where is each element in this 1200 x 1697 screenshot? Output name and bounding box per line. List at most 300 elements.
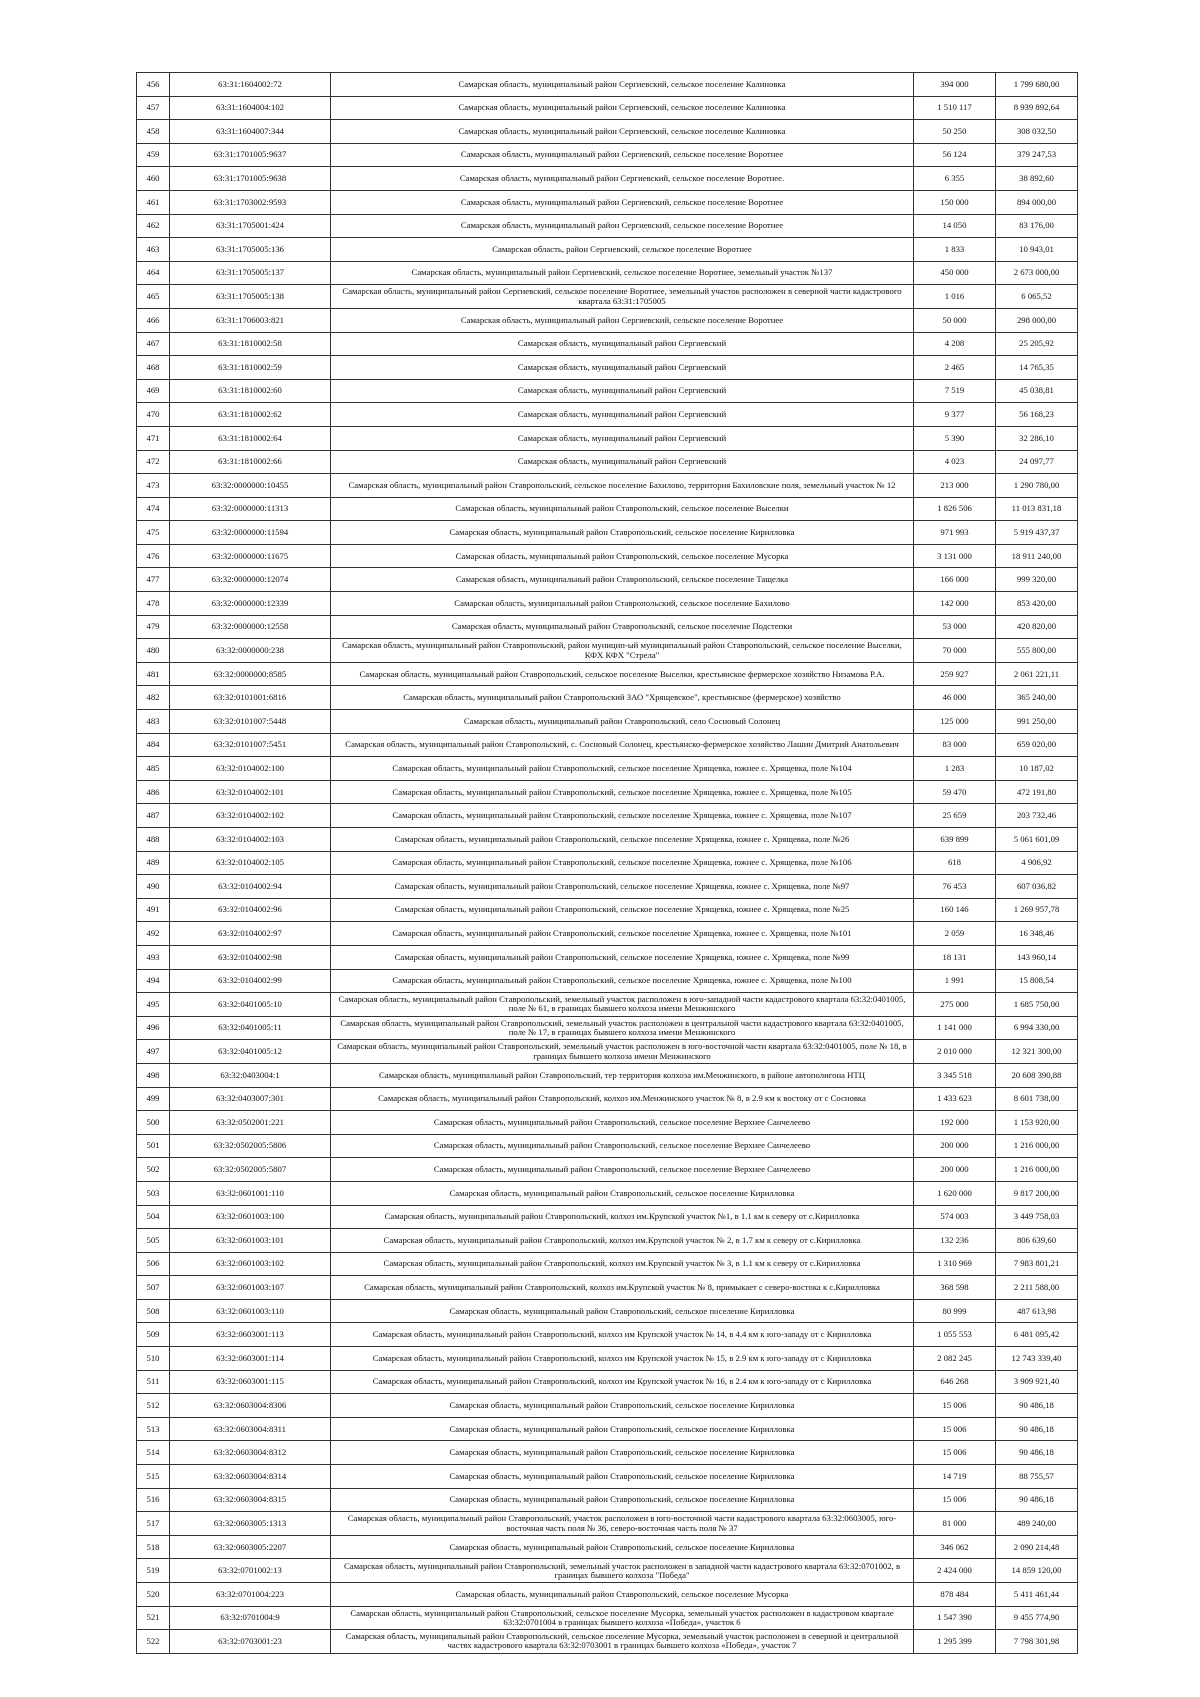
cadastral-value-cell: 11 013 831,18 [996,497,1078,521]
table-row [137,1606,1078,1630]
address-cell: Самарская область, муниципальный район Ставропольский, колхоз им.Крупской участок № 8, примыкает с северо-востока к с.Кирилловка [331,1276,914,1300]
cadastral-value-cell: 555 800,00 [996,639,1078,663]
cadastral-number-cell: 63:32:0104002:102 [170,804,331,828]
row-number-cell: 490 [137,875,170,899]
cadastral-value-cell: 9 455 774,90 [996,1606,1078,1630]
cadastral-value-cell: 10 187,02 [996,757,1078,781]
address-cell: Самарская область, район Сергиевский, сельское поселение Воротнее [331,238,914,262]
address-cell: Самарская область, муниципальный район Ставропольский, участок расположен в юго-восточной части кадастрового квартала 63:32:0603005, юго-восточная часть поля № 36, северо-восточная часть поля № 37 [331,1512,914,1536]
area-cell: 14 050 [914,214,996,238]
area-cell: 450 000 [914,261,996,285]
row-number-cell: 482 [137,686,170,710]
row-number-cell: 501 [137,1134,170,1158]
area-cell: 9 377 [914,403,996,427]
row-number-cell: 521 [137,1606,170,1630]
cadastral-number-cell: 63:32:0000000:12339 [170,592,331,616]
area-cell: 275 000 [914,993,996,1017]
area-cell: 160 146 [914,898,996,922]
cadastral-number-cell: 63:32:0000000:12074 [170,568,331,592]
cadastral-number-cell: 63:31:1604004:102 [170,96,331,120]
cadastral-number-cell: 63:32:0403004:1 [170,1063,331,1087]
address-cell: Самарская область, муниципальный район Ставропольский, сельское поселение Выселки [331,497,914,521]
row-number-cell: 465 [137,285,170,309]
cadastral-number-cell: 63:32:0603005:1313 [170,1512,331,1536]
cadastral-value-cell: 32 286,10 [996,426,1078,450]
cadastral-value-cell: 90 486,18 [996,1441,1078,1465]
row-number-cell: 466 [137,308,170,332]
cadastral-number-cell: 63:31:1604007:344 [170,120,331,144]
cadastral-value-cell: 806 639,60 [996,1229,1078,1253]
cadastral-value-cell: 3 909 921,40 [996,1370,1078,1394]
cadastral-value-cell: 45 038,81 [996,379,1078,403]
table-row [137,780,1078,804]
address-cell: Самарская область, муниципальный район Сергиевский [331,379,914,403]
cadastral-value-cell: 1 799 680,00 [996,73,1078,97]
table-row [137,1276,1078,1300]
cadastral-number-cell: 63:32:0000000:11675 [170,544,331,568]
row-number-cell: 514 [137,1441,170,1465]
cadastral-number-cell: 63:32:0104002:97 [170,922,331,946]
area-cell: 56 124 [914,143,996,167]
area-cell: 213 000 [914,474,996,498]
address-cell: Самарская область, муниципальный район Ставропольский, сельское поселение Хрящевка, южнее с. Хрящевка, поле №25 [331,898,914,922]
cadastral-number-cell: 63:32:0000000:11594 [170,521,331,545]
area-cell: 192 000 [914,1111,996,1135]
table-row [137,1583,1078,1607]
area-cell: 346 062 [914,1535,996,1559]
area-cell: 83 000 [914,733,996,757]
cadastral-number-cell: 63:31:1810002:66 [170,450,331,474]
row-number-cell: 504 [137,1205,170,1229]
area-cell: 18 131 [914,945,996,969]
address-cell: Самарская область, муниципальный район Сергиевский, сельское поселение Воротнее, земельный участок №137 [331,261,914,285]
row-number-cell: 471 [137,426,170,450]
cadastral-number-cell: 63:32:0603004:8314 [170,1465,331,1489]
cadastral-number-cell: 63:32:0000000:10455 [170,474,331,498]
address-cell: Самарская область, муниципальный район Ставропольский, сельское поселение Хрящевка, южнее с. Хрящевка, поле №100 [331,969,914,993]
cadastral-number-cell: 63:32:0603004:8311 [170,1417,331,1441]
table-row [137,1370,1078,1394]
cadastral-number-cell: 63:32:0104002:105 [170,851,331,875]
table-row [137,1488,1078,1512]
row-number-cell: 486 [137,780,170,804]
cadastral-number-cell: 63:32:0104002:96 [170,898,331,922]
row-number-cell: 488 [137,828,170,852]
cadastral-number-cell: 63:32:0601003:102 [170,1252,331,1276]
area-cell: 1 283 [914,757,996,781]
cadastral-value-cell: 15 808,54 [996,969,1078,993]
address-cell: Самарская область, муниципальный район Ставропольский, сельское поселение Хрящевка, южнее с. Хрящевка, поле №26 [331,828,914,852]
address-cell: Самарская область, муниципальный район Ставропольский, сельское поселение Хрящевка, южнее с. Хрящевка, поле №106 [331,851,914,875]
address-cell: Самарская область, муниципальный район Ставропольский, сельское поселение Кирилловка [331,1488,914,1512]
area-cell: 142 000 [914,592,996,616]
address-cell: Самарская область, муниципальный район Ставропольский, сельское поселение Выселки, крестьянское фермерское хозяйство Низамова Р.А. [331,662,914,686]
address-cell: Самарская область, муниципальный район Ставропольский, с. Сосновый Солонец, крестьянско-фермерское хозяйство Лашин Дмитрий Анатольевич [331,733,914,757]
cadastral-value-cell: 2 673 000,00 [996,261,1078,285]
area-cell: 639 899 [914,828,996,852]
cadastral-number-cell: 63:32:0000000:8585 [170,662,331,686]
cadastral-number-cell: 63:31:1706003:821 [170,308,331,332]
table-row [137,497,1078,521]
row-number-cell: 478 [137,592,170,616]
cadastral-value-cell: 999 320,00 [996,568,1078,592]
row-number-cell: 510 [137,1347,170,1371]
cadastral-value-cell: 88 755,57 [996,1465,1078,1489]
address-cell: Самарская область, муниципальный район Сергиевский [331,403,914,427]
row-number-cell: 464 [137,261,170,285]
row-number-cell: 500 [137,1111,170,1135]
cadastral-value-cell: 90 486,18 [996,1417,1078,1441]
row-number-cell: 519 [137,1559,170,1583]
address-cell: Самарская область, муниципальный район Сергиевский [331,450,914,474]
address-cell: Самарская область, муниципальный район Сергиевский, сельское поселение Воротнее [331,143,914,167]
cadastral-value-cell: 7 983 801,21 [996,1252,1078,1276]
address-cell: Самарская область, муниципальный район Ставропольский, сельское поселение Верхнее Санчелеево [331,1134,914,1158]
table-row [137,261,1078,285]
cadastral-value-cell: 1 685 750,00 [996,993,1078,1017]
area-cell: 15 006 [914,1441,996,1465]
address-cell: Самарская область, муниципальный район Сергиевский, сельское поселение Калиновка [331,73,914,97]
area-cell: 1 310 969 [914,1252,996,1276]
cadastral-value-cell: 5 411 461,44 [996,1583,1078,1607]
table-row [137,1512,1078,1536]
address-cell: Самарская область, муниципальный район Сергиевский, сельское поселение Воротнее [331,214,914,238]
area-cell: 1 141 000 [914,1016,996,1040]
table-row [137,757,1078,781]
address-cell: Самарская область, муниципальный район Ставропольский, сельское поселение Кирилловка [331,1299,914,1323]
row-number-cell: 485 [137,757,170,781]
area-cell: 4 023 [914,450,996,474]
land-plots-table [136,72,1078,1654]
cadastral-number-cell: 63:32:0502005:5807 [170,1158,331,1182]
cadastral-number-cell: 63:31:1703002:9593 [170,190,331,214]
table-row [137,1158,1078,1182]
cadastral-number-cell: 63:31:1810002:64 [170,426,331,450]
address-cell: Самарская область, муниципальный район Ставропольский, сельское поселение Верхнее Санчелеево [331,1111,914,1135]
table-row [137,1394,1078,1418]
cadastral-number-cell: 63:32:0601001:110 [170,1181,331,1205]
row-number-cell: 493 [137,945,170,969]
cadastral-number-cell: 63:32:0401005:11 [170,1016,331,1040]
cadastral-value-cell: 489 240,00 [996,1512,1078,1536]
table-row [137,214,1078,238]
table-row [137,922,1078,946]
cadastral-value-cell: 659 020,00 [996,733,1078,757]
cadastral-number-cell: 63:31:1705005:136 [170,238,331,262]
address-cell: Самарская область, муниципальный район Ставропольский, сельское поселение Мусорка [331,544,914,568]
table-row [137,1299,1078,1323]
table-row [137,1465,1078,1489]
address-cell: Самарская область, муниципальный район Ставропольский, сельское поселение Кирилловка [331,1394,914,1418]
area-cell: 2 465 [914,356,996,380]
row-number-cell: 508 [137,1299,170,1323]
table-row [137,238,1078,262]
cadastral-value-cell: 56 168,23 [996,403,1078,427]
table-row [137,1205,1078,1229]
table-row [137,710,1078,734]
cadastral-number-cell: 63:32:0601003:110 [170,1299,331,1323]
address-cell: Самарская область, муниципальный район Ставропольский, колхоз им.Крупской участок №1, в 1.1 км к северу от с.Кирилловка [331,1205,914,1229]
address-cell: Самарская область, муниципальный район Ставропольский, район муницип-ый муниципальный район Ставропольский, сельское поселение Выселки, КФХ КФХ "Стрела" [331,639,914,663]
cadastral-number-cell: 63:32:0603005:2207 [170,1535,331,1559]
table-row [137,356,1078,380]
cadastral-number-cell: 63:32:0104002:101 [170,780,331,804]
area-cell: 6 355 [914,167,996,191]
address-cell: Самарская область, муниципальный район Ставропольский, земельный участок расположен в центральной части кадастрового квартала 63:32:0401005, поле № 17, в границах бывшего колхоза имени Менжинского [331,1016,914,1040]
row-number-cell: 489 [137,851,170,875]
address-cell: Самарская область, муниципальный район Ставропольский, сельское поселение Верхнее Санчелеево [331,1158,914,1182]
address-cell: Самарская область, муниципальный район Ставропольский, сельское поселение Хрящевка, южнее с. Хрящевка, поле №97 [331,875,914,899]
table-row [137,332,1078,356]
area-cell: 1 547 390 [914,1606,996,1630]
address-cell: Самарская область, муниципальный район Ставропольский, сельское поселение Хрящевка, южнее с. Хрящевка, поле №99 [331,945,914,969]
table-row [137,1134,1078,1158]
cadastral-number-cell: 63:31:1701005:9637 [170,143,331,167]
row-number-cell: 480 [137,639,170,663]
row-number-cell: 479 [137,615,170,639]
cadastral-value-cell: 2 061 221,11 [996,662,1078,686]
table-row [137,662,1078,686]
address-cell: Самарская область, муниципальный район Ставропольский, сельское поселение Кирилловка [331,1465,914,1489]
cadastral-value-cell: 6 994 330,00 [996,1016,1078,1040]
cadastral-value-cell: 90 486,18 [996,1394,1078,1418]
cadastral-value-cell: 203 732,46 [996,804,1078,828]
cadastral-value-cell: 38 892,60 [996,167,1078,191]
address-cell: Самарская область, муниципальный район Ставропольский, сельское поселение Мусорка, земельный участок расположен в северной и центральной частях кадастрового квартала 63:32:0703001 в границах бывшего колхоза «Победа», участок 7 [331,1630,914,1654]
address-cell: Самарская область, муниципальный район Сергиевский, сельское поселение Калиновка [331,120,914,144]
area-cell: 53 000 [914,615,996,639]
table-row [137,1441,1078,1465]
table-row [137,1323,1078,1347]
area-cell: 132 236 [914,1229,996,1253]
cadastral-number-cell: 63:32:0603004:8315 [170,1488,331,1512]
row-number-cell: 502 [137,1158,170,1182]
address-cell: Самарская область, муниципальный район Ставропольский, сельское поселение Мусорка, земельный участок расположен в кадастровом квартале 63:32:0701004 в границах бывшего колхоза «Победа», участок 6 [331,1606,914,1630]
address-cell: Самарская область, муниципальный район Сергиевский, сельское поселение Воротнее. [331,167,914,191]
address-cell: Самарская область, муниципальный район Ставропольский, колхоз им Крупской участок № 15, в 2.9 км к юго-западу от с Кирилловка [331,1347,914,1371]
cadastral-value-cell: 1 216 000,00 [996,1134,1078,1158]
address-cell: Самарская область, муниципальный район Ставропольский, колхоз им.Крупской участок № 2, в 1.7 км к северу от с.Кирилловка [331,1229,914,1253]
address-cell: Самарская область, муниципальный район Ставропольский, сельское поселение Подстепки [331,615,914,639]
cadastral-value-cell: 853 420,00 [996,592,1078,616]
cadastral-value-cell: 9 817 200,00 [996,1181,1078,1205]
address-cell: Самарская область, муниципальный район Ставропольский, сельское поселение Кирилловка [331,1535,914,1559]
row-number-cell: 512 [137,1394,170,1418]
cadastral-value-cell: 83 176,00 [996,214,1078,238]
cadastral-number-cell: 63:32:0401005:12 [170,1040,331,1064]
cadastral-value-cell: 6 481 095,42 [996,1323,1078,1347]
table-row [137,73,1078,97]
table-row [137,285,1078,309]
cadastral-value-cell: 308 032,50 [996,120,1078,144]
area-cell: 878 484 [914,1583,996,1607]
cadastral-value-cell: 5 919 437,37 [996,521,1078,545]
area-cell: 15 006 [914,1488,996,1512]
cadastral-number-cell: 63:32:0601003:100 [170,1205,331,1229]
address-cell: Самарская область, муниципальный район Ставропольский, колхоз им Крупской участок № 14, в 4.4 км к юго-западу от с Кирилловка [331,1323,914,1347]
cadastral-number-cell: 63:32:0101007:5451 [170,733,331,757]
address-cell: Самарская область, муниципальный район Сергиевский [331,332,914,356]
cadastral-value-cell: 20 608 390,88 [996,1063,1078,1087]
table-row [137,875,1078,899]
table-row [137,1535,1078,1559]
address-cell: Самарская область, муниципальный район Ставропольский, сельское поселение Мусорка [331,1583,914,1607]
area-cell: 15 006 [914,1394,996,1418]
area-cell: 125 000 [914,710,996,734]
table-row [137,993,1078,1017]
cadastral-number-cell: 63:31:1705005:137 [170,261,331,285]
table-body [137,73,1078,1654]
area-cell: 259 927 [914,662,996,686]
row-number-cell: 470 [137,403,170,427]
cadastral-value-cell: 14 765,35 [996,356,1078,380]
row-number-cell: 515 [137,1465,170,1489]
cadastral-value-cell: 6 065,52 [996,285,1078,309]
cadastral-number-cell: 63:32:0603004:8312 [170,1441,331,1465]
area-cell: 2 059 [914,922,996,946]
cadastral-value-cell: 12 743 339,40 [996,1347,1078,1371]
address-cell: Самарская область, муниципальный район Ставропольский, сельское поселение Бахилово, территория Бахиловские поля, земельный участок № 12 [331,474,914,498]
cadastral-value-cell: 1 269 957,78 [996,898,1078,922]
area-cell: 4 208 [914,332,996,356]
table-row [137,1229,1078,1253]
area-cell: 618 [914,851,996,875]
row-number-cell: 473 [137,474,170,498]
row-number-cell: 461 [137,190,170,214]
area-cell: 1 433 623 [914,1087,996,1111]
table-row [137,521,1078,545]
table-row [137,426,1078,450]
address-cell: Самарская область, муниципальный район Сергиевский, сельское поселение Калиновка [331,96,914,120]
cadastral-number-cell: 63:32:0401005:10 [170,993,331,1017]
address-cell: Самарская область, муниципальный район Ставропольский, земельный участок расположен в юго-восточной части квартала 63:32:0401005, поле № 18, в границах бывшего колхоза имени Менжинского [331,1040,914,1064]
cadastral-number-cell: 63:31:1701005:9638 [170,167,331,191]
table-row [137,1347,1078,1371]
cadastral-value-cell: 991 250,00 [996,710,1078,734]
cadastral-number-cell: 63:32:0101001:6816 [170,686,331,710]
cadastral-number-cell: 63:32:0104002:94 [170,875,331,899]
cadastral-number-cell: 63:32:0502001:221 [170,1111,331,1135]
cadastral-value-cell: 16 348,46 [996,922,1078,946]
address-cell: Самарская область, муниципальный район Ставропольский, сельское поселение Хрящевка, южнее с. Хрящевка, поле №107 [331,804,914,828]
cadastral-number-cell: 63:32:0603004:8306 [170,1394,331,1418]
area-cell: 7 519 [914,379,996,403]
table-row [137,450,1078,474]
address-cell: Самарская область, муниципальный район Ставропольский, колхоз им Крупской участок № 16, в 2.4 км к юго-западу от с Кирилловка [331,1370,914,1394]
cadastral-value-cell: 2 211 588,00 [996,1276,1078,1300]
table-row [137,167,1078,191]
row-number-cell: 505 [137,1229,170,1253]
row-number-cell: 474 [137,497,170,521]
cadastral-number-cell: 63:32:0104002:99 [170,969,331,993]
area-cell: 1 826 506 [914,497,996,521]
cadastral-number-cell: 63:31:1810002:60 [170,379,331,403]
area-cell: 76 453 [914,875,996,899]
table-row [137,969,1078,993]
address-cell: Самарская область, муниципальный район Ставропольский, село Сосновый Солонец [331,710,914,734]
row-number-cell: 487 [137,804,170,828]
row-number-cell: 503 [137,1181,170,1205]
row-number-cell: 469 [137,379,170,403]
row-number-cell: 509 [137,1323,170,1347]
table-row [137,544,1078,568]
area-cell: 3 131 000 [914,544,996,568]
area-cell: 1 295 399 [914,1630,996,1654]
cadastral-value-cell: 472 191,80 [996,780,1078,804]
area-cell: 81 000 [914,1512,996,1536]
table-row [137,1559,1078,1583]
cadastral-value-cell: 143 960,14 [996,945,1078,969]
row-number-cell: 456 [137,73,170,97]
row-number-cell: 472 [137,450,170,474]
cadastral-value-cell: 7 798 301,98 [996,1630,1078,1654]
row-number-cell: 483 [137,710,170,734]
cadastral-number-cell: 63:32:0703001:23 [170,1630,331,1654]
table-row [137,1181,1078,1205]
table-row [137,804,1078,828]
address-cell: Самарская область, муниципальный район Сергиевский, сельское поселение Воротнее [331,190,914,214]
cadastral-number-cell: 63:32:0701004:223 [170,1583,331,1607]
row-number-cell: 459 [137,143,170,167]
area-cell: 5 390 [914,426,996,450]
row-number-cell: 477 [137,568,170,592]
address-cell: Самарская область, муниципальный район Ставропольский, сельское поселение Тащелка [331,568,914,592]
cadastral-number-cell: 63:32:0101007:5448 [170,710,331,734]
cadastral-value-cell: 420 820,00 [996,615,1078,639]
row-number-cell: 522 [137,1630,170,1654]
row-number-cell: 498 [137,1063,170,1087]
table-row [137,1040,1078,1064]
cadastral-value-cell: 894 000,00 [996,190,1078,214]
area-cell: 1 991 [914,969,996,993]
address-cell: Самарская область, муниципальный район Сергиевский, сельское поселение Воротнее, земельный участок расположен в северной части кадастрового квартала 63:31:1705005 [331,285,914,309]
cadastral-value-cell: 1 153 920,00 [996,1111,1078,1135]
row-number-cell: 496 [137,1016,170,1040]
area-cell: 15 006 [914,1417,996,1441]
cadastral-number-cell: 63:32:0701004:9 [170,1606,331,1630]
address-cell: Самарская область, муниципальный район Ставропольский, земельный участок расположен в западной части кадастрового квартала 63:32:0701002, в границах бывшего колхоза "Победа" [331,1559,914,1583]
table-row [137,851,1078,875]
area-cell: 3 345 518 [914,1063,996,1087]
address-cell: Самарская область, муниципальный район Ставропольский, сельское поселение Бахилово [331,592,914,616]
address-cell: Самарская область, муниципальный район Ставропольский, сельское поселение Хрящевка, южнее с. Хрящевка, поле №101 [331,922,914,946]
cadastral-value-cell: 5 061 601,09 [996,828,1078,852]
row-number-cell: 462 [137,214,170,238]
table-row [137,1111,1078,1135]
area-cell: 70 000 [914,639,996,663]
area-cell: 646 268 [914,1370,996,1394]
area-cell: 394 000 [914,73,996,97]
cadastral-number-cell: 63:32:0603001:113 [170,1323,331,1347]
area-cell: 80 999 [914,1299,996,1323]
area-cell: 46 000 [914,686,996,710]
address-cell: Самарская область, муниципальный район Сергиевский [331,356,914,380]
table-row [137,190,1078,214]
row-number-cell: 460 [137,167,170,191]
row-number-cell: 458 [137,120,170,144]
address-cell: Самарская область, муниципальный район Сергиевский, сельское поселение Воротнее [331,308,914,332]
row-number-cell: 516 [137,1488,170,1512]
cadastral-value-cell: 1 216 000,00 [996,1158,1078,1182]
cadastral-value-cell: 487 613,98 [996,1299,1078,1323]
table-row [137,945,1078,969]
cadastral-number-cell: 63:31:1705005:138 [170,285,331,309]
table-row [137,615,1078,639]
row-number-cell: 463 [137,238,170,262]
cadastral-number-cell: 63:32:0104002:100 [170,757,331,781]
area-cell: 50 000 [914,308,996,332]
address-cell: Самарская область, муниципальный район Сергиевский [331,426,914,450]
